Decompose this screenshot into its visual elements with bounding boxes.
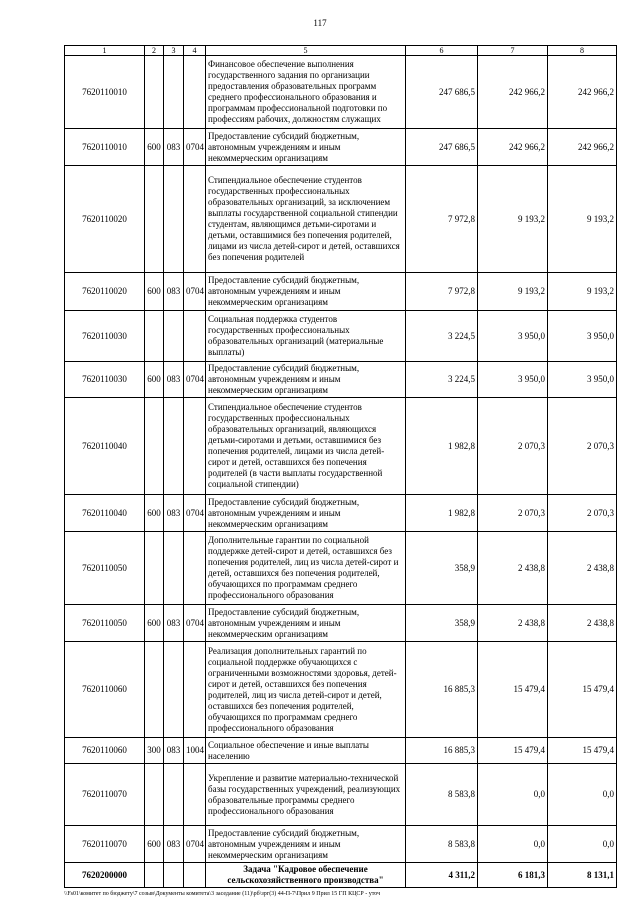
target-code: 7620110030 — [65, 311, 145, 362]
table-row — [65, 129, 617, 166]
amount-col7: 2 070,3 — [478, 495, 548, 532]
amount-col7: 2 438,8 — [478, 532, 548, 605]
table-row — [65, 532, 617, 605]
amount-col8: 3 950,0 — [548, 311, 617, 362]
section-code: 0704 — [184, 495, 206, 532]
expense-type: 600 — [145, 605, 164, 642]
target-code: 7620110060 — [65, 642, 145, 738]
expense-type: 600 — [145, 273, 164, 311]
amount-col8: 2 070,3 — [548, 398, 617, 495]
amount-col8: 2 438,8 — [548, 605, 617, 642]
admin-code: 083 — [164, 738, 184, 764]
expense-type — [145, 311, 164, 362]
column-number: 2 — [145, 46, 164, 56]
section-code: 0704 — [184, 605, 206, 642]
expense-type — [145, 863, 164, 888]
section-code — [184, 398, 206, 495]
target-code: 7620200000 — [65, 863, 145, 888]
section-code — [184, 56, 206, 129]
item-name: Социальная поддержка студентов государственных профессиональных образовательных организаций (материальные выплаты) — [206, 311, 406, 362]
item-name: Предоставление субсидий бюджетным, автономным учреждениям и иным некоммерческим организациям — [206, 362, 406, 398]
section-code: 0704 — [184, 826, 206, 863]
section-code — [184, 532, 206, 605]
amount-col7: 15 479,4 — [478, 738, 548, 764]
target-code: 7620110060 — [65, 738, 145, 764]
column-number: 3 — [164, 46, 184, 56]
expense-type — [145, 764, 164, 826]
table-row-task — [65, 863, 617, 888]
amount-col6: 4 311,2 — [406, 863, 478, 888]
expense-type: 300 — [145, 738, 164, 764]
amount-col6: 7 972,8 — [406, 273, 478, 311]
amount-col8: 2 070,3 — [548, 495, 617, 532]
amount-col8: 2 438,8 — [548, 532, 617, 605]
item-name: Стипендиальное обеспечение студентов государственных профессиональных образовательных организаций, являющихся детьми-сиротами и детьми, оставшимися без попечения родителей, лицами из числа детей-сирот и детей, оставшихся без попечения родителей (в части выплаты государственной социальной стипендии) — [206, 398, 406, 495]
amount-col6: 358,9 — [406, 532, 478, 605]
amount-col7: 2 070,3 — [478, 398, 548, 495]
item-name: Предоставление субсидий бюджетным, автономным учреждениям и иным некоммерческим организациям — [206, 605, 406, 642]
target-code: 7620110050 — [65, 605, 145, 642]
table-row — [65, 311, 617, 362]
amount-col6: 16 885,3 — [406, 738, 478, 764]
admin-code: 083 — [164, 605, 184, 642]
target-code: 7620110020 — [65, 273, 145, 311]
table-row — [65, 362, 617, 398]
target-code: 7620110050 — [65, 532, 145, 605]
expense-type: 600 — [145, 129, 164, 166]
amount-col7: 6 181,3 — [478, 863, 548, 888]
section-code — [184, 642, 206, 738]
amount-col7: 9 193,2 — [478, 166, 548, 273]
table-row — [65, 166, 617, 273]
expense-type — [145, 642, 164, 738]
amount-col6: 3 224,5 — [406, 311, 478, 362]
table-row — [65, 273, 617, 311]
amount-col6: 7 972,8 — [406, 166, 478, 273]
amount-col7: 2 438,8 — [478, 605, 548, 642]
budget-table — [64, 45, 617, 888]
table-row — [65, 642, 617, 738]
amount-col8: 9 193,2 — [548, 166, 617, 273]
target-code: 7620110040 — [65, 398, 145, 495]
amount-col8: 242 966,2 — [548, 129, 617, 166]
column-number: 8 — [548, 46, 617, 56]
target-code: 7620110010 — [65, 129, 145, 166]
admin-code — [164, 532, 184, 605]
amount-col8: 9 193,2 — [548, 273, 617, 311]
item-name: Реализация дополнительных гарантий по социальной поддержке обучающихся с ограниченными возможностями здоровья, детей-сирот и детей, оставшихся без попечения родителей, лиц из числа детей-сирот и детей, оставшихся без попечения родителей, обучающихся по программам среднего профессионального образования — [206, 642, 406, 738]
amount-col6: 8 583,8 — [406, 826, 478, 863]
admin-code — [164, 863, 184, 888]
admin-code — [164, 311, 184, 362]
amount-col8: 0,0 — [548, 826, 617, 863]
admin-code: 083 — [164, 129, 184, 166]
section-code — [184, 764, 206, 826]
section-code: 0704 — [184, 273, 206, 311]
item-name: Задача "Кадровое обеспечение сельскохозяйственного производства" — [206, 863, 406, 888]
admin-code — [164, 56, 184, 129]
column-number: 5 — [206, 46, 406, 56]
item-name: Предоставление субсидий бюджетным, автономным учреждениям и иным некоммерческим организациям — [206, 273, 406, 311]
target-code: 7620110030 — [65, 362, 145, 398]
amount-col6: 1 982,8 — [406, 398, 478, 495]
item-name: Предоставление субсидий бюджетным, автономным учреждениям и иным некоммерческим организациям — [206, 495, 406, 532]
section-code — [184, 311, 206, 362]
section-code — [184, 166, 206, 273]
item-name: Предоставление субсидий бюджетным, автономным учреждениям и иным некоммерческим организациям — [206, 129, 406, 166]
column-number-row — [65, 46, 617, 56]
item-name: Финансовое обеспечение выполнения государственного задания по организации предоставления образовательных программ среднего профессионального образования и программам профессиональной подготовки по профессиям рабочих, должностям служащих — [206, 56, 406, 129]
expense-type: 600 — [145, 495, 164, 532]
amount-col7: 9 193,2 — [478, 273, 548, 311]
admin-code — [164, 642, 184, 738]
item-name: Укрепление и развитие материально-технической базы государственных учреждений, реализующих образовательные программы среднего профессионального образования — [206, 764, 406, 826]
expense-type — [145, 532, 164, 605]
item-name: Социальное обеспечение и иные выплаты населению — [206, 738, 406, 764]
amount-col7: 3 950,0 — [478, 311, 548, 362]
target-code: 7620110040 — [65, 495, 145, 532]
expense-type — [145, 166, 164, 273]
amount-col6: 3 224,5 — [406, 362, 478, 398]
section-code: 1004 — [184, 738, 206, 764]
amount-col6: 8 583,8 — [406, 764, 478, 826]
amount-col6: 247 686,5 — [406, 56, 478, 129]
column-number: 1 — [65, 46, 145, 56]
amount-col7: 0,0 — [478, 826, 548, 863]
target-code: 7620110020 — [65, 166, 145, 273]
table-row — [65, 764, 617, 826]
admin-code — [164, 166, 184, 273]
amount-col7: 3 950,0 — [478, 362, 548, 398]
amount-col8: 3 950,0 — [548, 362, 617, 398]
item-name: Дополнительные гарантии по социальной поддержке детей-сирот и детей, оставшихся без попечения родителей, лиц из числа детей-сирот и детей, оставшихся без попечения родителей, обучающихся по программам среднего профессионального образования — [206, 532, 406, 605]
target-code: 7620110070 — [65, 764, 145, 826]
column-number: 6 — [406, 46, 478, 56]
amount-col7: 0,0 — [478, 764, 548, 826]
admin-code: 083 — [164, 273, 184, 311]
amount-col7: 242 966,2 — [478, 56, 548, 129]
table-row — [65, 56, 617, 129]
item-name: Стипендиальное обеспечение студентов государственных профессиональных образовательных организаций, за исключением выплаты государственной социальной стипендии студентам, являющимся детьми-сиротами и детьми, оставшимися без попечения родителей, лицами из числа детей-сирот и детей, оставшихся без попечения родителей — [206, 166, 406, 273]
amount-col6: 358,9 — [406, 605, 478, 642]
amount-col8: 0,0 — [548, 764, 617, 826]
table-row — [65, 495, 617, 532]
admin-code: 083 — [164, 495, 184, 532]
expense-type — [145, 398, 164, 495]
table-row — [65, 398, 617, 495]
page-number: 117 — [313, 18, 327, 28]
column-number: 7 — [478, 46, 548, 56]
admin-code: 083 — [164, 362, 184, 398]
amount-col8: 15 479,4 — [548, 738, 617, 764]
target-code: 7620110010 — [65, 56, 145, 129]
amount-col6: 16 885,3 — [406, 642, 478, 738]
amount-col8: 8 131,1 — [548, 863, 617, 888]
expense-type: 600 — [145, 826, 164, 863]
section-code: 0704 — [184, 362, 206, 398]
amount-col6: 1 982,8 — [406, 495, 478, 532]
amount-col8: 242 966,2 — [548, 56, 617, 129]
target-code: 7620110070 — [65, 826, 145, 863]
item-name: Предоставление субсидий бюджетным, автономным учреждениям и иным некоммерческим организациям — [206, 826, 406, 863]
amount-col7: 15 479,4 — [478, 642, 548, 738]
admin-code: 083 — [164, 826, 184, 863]
admin-code — [164, 764, 184, 826]
section-code — [184, 863, 206, 888]
expense-type — [145, 56, 164, 129]
table-row — [65, 826, 617, 863]
amount-col8: 15 479,4 — [548, 642, 617, 738]
expense-type: 600 — [145, 362, 164, 398]
amount-col6: 247 686,5 — [406, 129, 478, 166]
table-row — [65, 605, 617, 642]
amount-col7: 242 966,2 — [478, 129, 548, 166]
column-number: 4 — [184, 46, 206, 56]
file-path-footer: \\Fs01\комитет по бюджету\7 созыв\Документы комитета\3 заседание (11)\рб\зрг(3) 44-П-7\Прил 9 Прил 15 ГП КЦСР - уточ — [64, 891, 381, 897]
table-row — [65, 738, 617, 764]
admin-code — [164, 398, 184, 495]
section-code: 0704 — [184, 129, 206, 166]
